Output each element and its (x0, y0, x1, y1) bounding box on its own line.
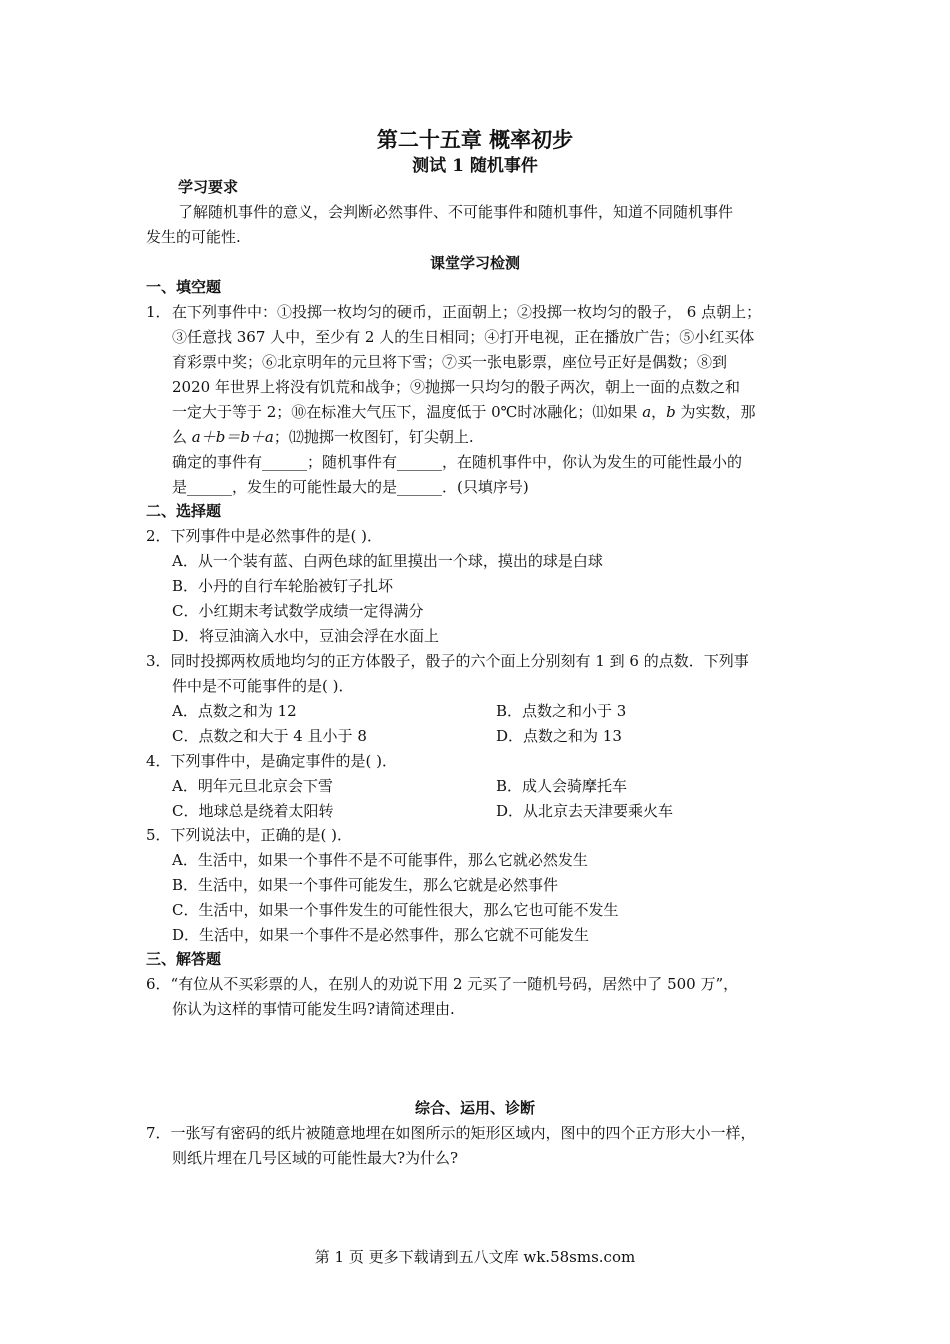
q6-line-1: 6．“有位从不买彩票的人，在别人的劝说下用 2 元买了一随机号码，居然中了 500 万”， (146, 975, 739, 993)
q2-option-b: B．小丹的自行车轮胎被钉子扎坏 (172, 577, 394, 595)
q6-line-2: 你认为这样的事情可能发生吗?请简述理由. (172, 1000, 455, 1018)
q4-stem: 4．下列事件中，是确定事件的是( )． (146, 752, 398, 770)
q1-line-6 (172, 427, 474, 447)
page-footer: 第 1 页 更多下载请到五八文库 wk.58sms.com (314, 1248, 636, 1266)
q1-fill-line-2: 是______，发生的可能性最大的是______．(只填序号) (172, 478, 529, 496)
q3-option-b: B．点数之和小于 3 (496, 702, 627, 720)
q5-option-a: A．生活中，如果一个事件不是不可能事件，那么它就必然发生 (172, 851, 588, 869)
q2-option-a: A．从一个装有蓝、白两色球的缸里摸出一个球，摸出的球是白球 (172, 552, 603, 570)
section-classroom-heading: 课堂学习检测 (429, 254, 520, 272)
q1-line-5-end: 为实数，那 (675, 403, 756, 421)
q5-stem: 5．下列说法中，正确的是( )． (146, 826, 353, 844)
q1-line-4: 2020 年世界上将没有饥荒和战争；⑨抛掷一只均匀的骰子两次，朝上一面的点数之和 (172, 378, 740, 396)
q1-line-2: ③任意找 367 人中，至少有 2 人的生日相同；④打开电视，正在播放广告；⑤小红买体 (172, 328, 755, 346)
q1-variable-b: b (666, 403, 676, 421)
q1-variable-a: a (642, 403, 652, 421)
q7-line-1: 7．一张写有密码的纸片被随意地埋在如图所示的矩形区域内，图中的四个正方形大小一样， (146, 1124, 756, 1142)
requirements-heading: 学习要求 (178, 178, 239, 196)
q2-option-d: D．将豆油滴入水中，豆油会浮在水面上 (172, 627, 440, 645)
q1-line-5-text: 一定大于等于 2；⑩在标准大气压下，温度低于 0℃时冰融化；⑾如果 (172, 403, 643, 421)
q1-line-5 (172, 402, 756, 422)
q3-stem-line-2: 件中是不可能事件的是( )． (172, 677, 354, 695)
q2-option-c: C．小红期末考试数学成绩一定得满分 (172, 602, 424, 620)
q2-stem: 2．下列事件中是必然事件的是( )． (146, 527, 383, 545)
test-title: 测试 1 随机事件 (412, 156, 538, 176)
q1-line-6-end: ；⑿抛掷一枚图钉，钉尖朝上. (273, 428, 474, 446)
q3-option-a: A．点数之和为 12 (172, 702, 297, 720)
part3-heading: 三、解答题 (146, 950, 222, 968)
section-comprehensive-heading: 综合、运用、诊断 (414, 1099, 535, 1117)
q5-option-d: D．生活中，如果一个事件不是必然事件，那么它就不可能发生 (172, 926, 590, 944)
q3-option-c: C．点数之和大于 4 且小于 8 (172, 727, 367, 745)
q4-option-b: B．成人会骑摩托车 (496, 777, 628, 795)
requirements-line-1: 了解随机事件的意义，会判断必然事件、不可能事件和随机事件，知道不同随机事件 (178, 203, 734, 221)
q4-option-c: C．地球总是绕着太阳转 (172, 802, 334, 820)
q3-option-d: D．点数之和为 13 (496, 727, 622, 745)
q1-line-6-text: 么 (172, 428, 192, 446)
q4-option-d: D．从北京去天津要乘火车 (496, 802, 674, 820)
q5-option-b: B．生活中，如果一个事件可能发生，那么它就是必然事件 (172, 876, 559, 894)
part2-heading: 二、选择题 (146, 502, 222, 520)
q7-line-2: 则纸片埋在几号区域的可能性最大?为什么? (172, 1149, 459, 1167)
q4-option-a: A．明年元旦北京会下雪 (172, 777, 333, 795)
chapter-title: 第二十五章 概率初步 (376, 127, 574, 152)
q1-line-3: 育彩票中奖；⑥北京明年的元旦将下雪；⑦买一张电影票，座位号正好是偶数；⑧到 (172, 353, 728, 371)
q1-number: 1． (146, 303, 171, 321)
q1-expression: a＋b＝b＋a (191, 428, 274, 446)
part1-heading: 一、填空题 (146, 278, 222, 296)
requirements-line-2: 发生的可能性. (146, 228, 241, 246)
q3-stem-line-1: 3．同时投掷两枚质地均匀的正方体骰子，骰子的六个面上分别刻有 1 到 6 的点数．下列事 (146, 652, 749, 670)
q1-fill-line-1: 确定的事件有______；随机事件有______，在随机事件中，你认为发生的可能性最小的 (172, 453, 743, 471)
q1-line-1: 在下列事件中：①投掷一枚均匀的硬币，正面朝上；②投掷一枚均匀的骰子， 6 点朝上； (172, 303, 762, 321)
q5-option-c: C．生活中，如果一个事件发生的可能性很大，那么它也可能不发生 (172, 901, 619, 919)
q1-line-5-sep: ， (651, 403, 667, 421)
